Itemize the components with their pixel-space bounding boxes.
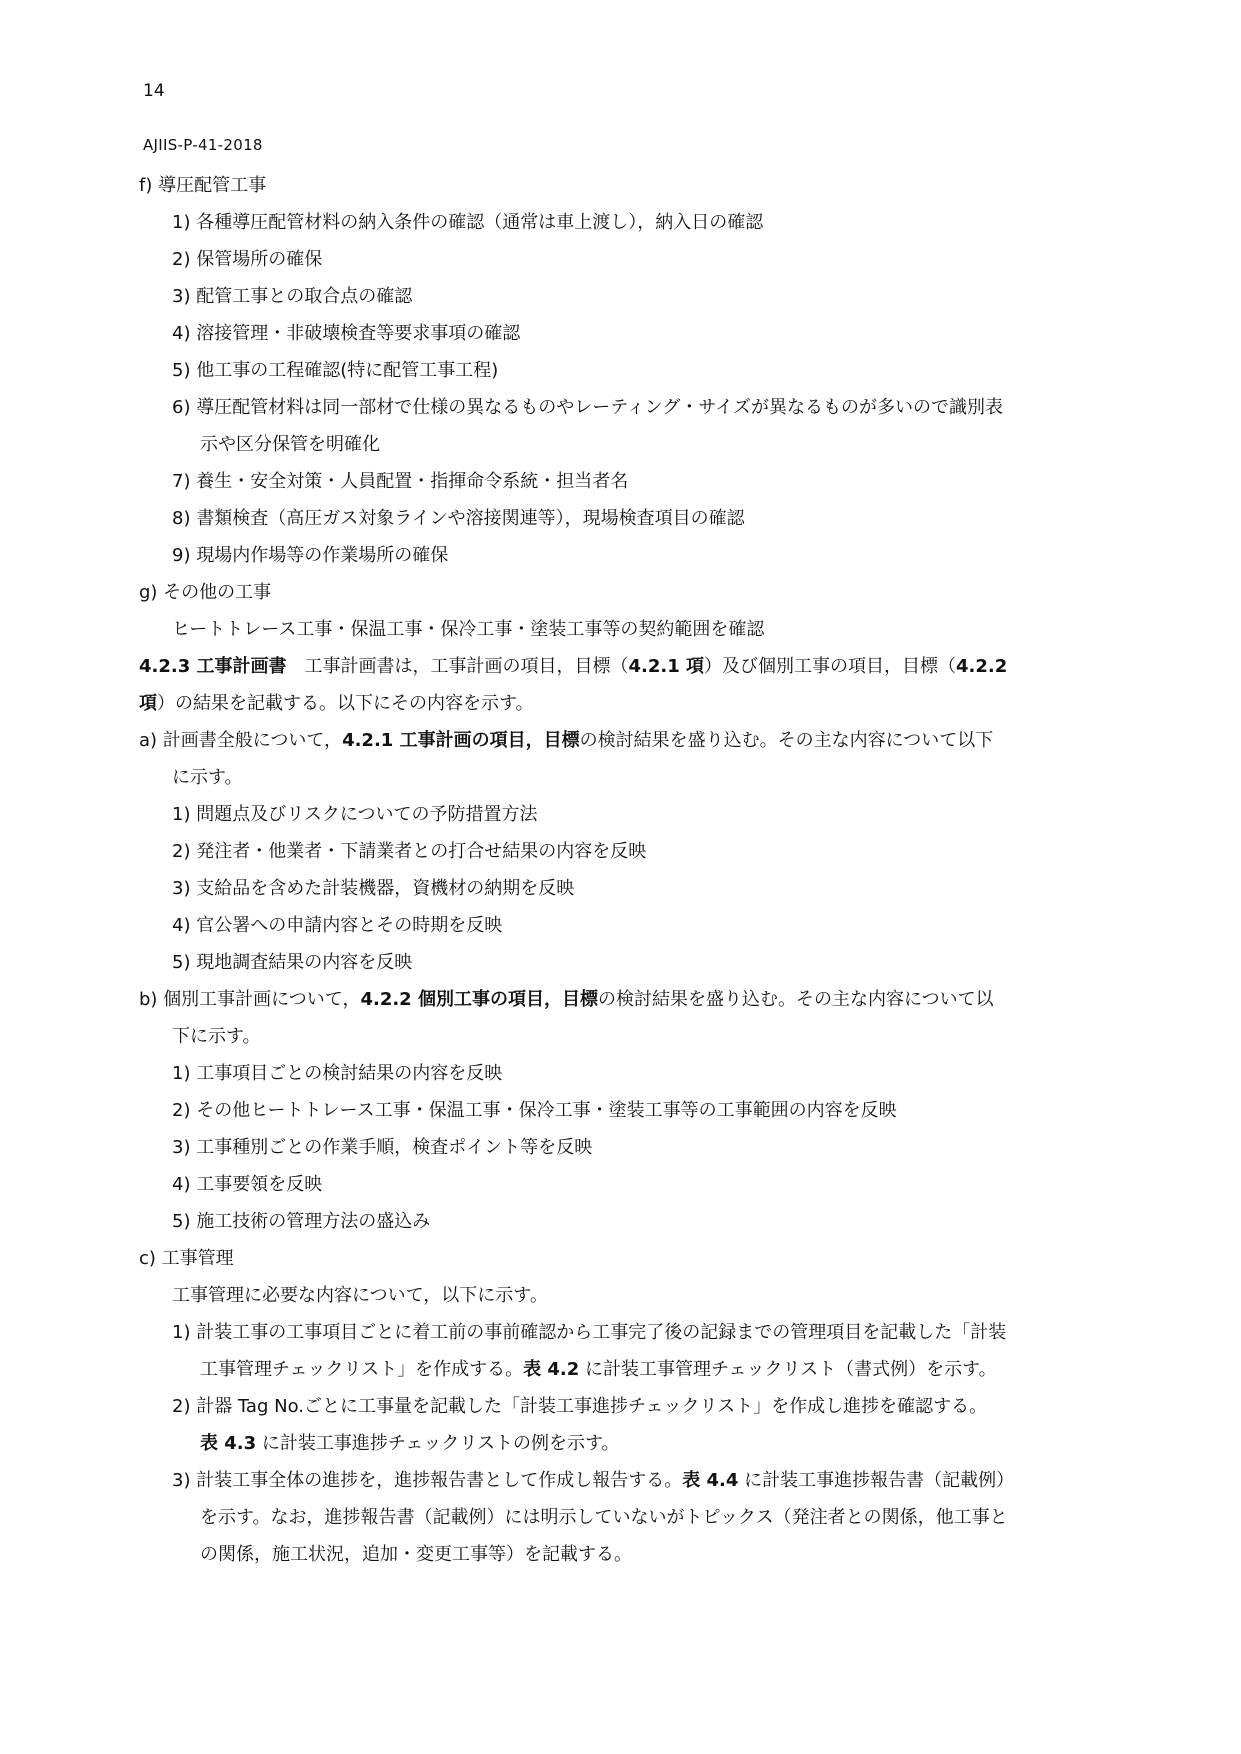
section-g-text: ヒートトレース工事・保温工事・保冷工事・塗装工事等の契約範囲を確認	[172, 619, 765, 640]
list-item-continuation: の関係，施工状況，追加・変更工事等）を記載する。	[200, 1544, 632, 1565]
table-reference: 表 4.4	[682, 1470, 739, 1491]
section-423-title: 4.2.3 工事計画書	[139, 656, 287, 677]
list-item: 4) 官公署への申請内容とその時期を反映	[172, 915, 503, 936]
section-b-lead: b) 個別工事計画について，4.2.2 個別工事の項目，目標の検討結果を盛り込む。その主な内容について以	[139, 989, 994, 1010]
list-item-continuation: 示や区分保管を明確化	[200, 434, 380, 455]
cross-reference: 4.2.2	[956, 656, 1008, 677]
section-a-lead: a) 計画書全般について，4.2.1 工事計画の項目，目標の検討結果を盛り込む。その主な内容について以下	[139, 730, 994, 751]
list-item: 6) 導圧配管材料は同一部材で仕様の異なるものやレーティング・サイズが異なるものが多いので識別表	[172, 397, 1003, 418]
list-item: 7) 養生・安全対策・人員配置・指揮命令系統・担当者名	[172, 471, 629, 492]
list-item: 4) 工事要領を反映	[172, 1174, 323, 1195]
list-item: 5) 現地調査結果の内容を反映	[172, 952, 413, 973]
list-item: 1) 計装工事の工事項目ごとに着工前の事前確認から工事完了後の記録までの管理項目を記載した「計装	[172, 1322, 1007, 1343]
list-item: 2) 計器 Tag No.ごとに工事量を記載した「計装工事進捗チェックリスト」を作成し進捗を確認する。	[172, 1396, 988, 1417]
document-id: AJIIS-P-41-2018	[143, 136, 263, 154]
list-item: 1) 各種導圧配管材料の納入条件の確認（通常は車上渡し），納入日の確認	[172, 212, 764, 233]
section-423-line1: 4.2.3 工事計画書 工事計画書は，工事計画の項目，目標（4.2.1 項）及び個別工事の項目，目標（4.2.2	[139, 656, 1008, 677]
list-item-continuation: 工事管理チェックリスト」を作成する。表 4.2 に計装工事管理チェックリスト（書式例）を示す。	[200, 1359, 997, 1380]
section-423-line2: 項）の結果を記載する。以下にその内容を示す。	[139, 693, 534, 714]
list-item: 2) 保管場所の確保	[172, 249, 323, 270]
list-item: 4) 溶接管理・非破壊検査等要求事項の確認	[172, 323, 521, 344]
list-item: 5) 施工技術の管理方法の盛込み	[172, 1211, 431, 1232]
list-item: 9) 現場内作場等の作業場所の確保	[172, 545, 449, 566]
page-number: 14	[143, 81, 165, 101]
list-item: 1) 問題点及びリスクについての予防措置方法	[172, 804, 538, 825]
section-g-heading: g) その他の工事	[139, 582, 272, 603]
section-a-cont: に示す。	[172, 767, 243, 788]
list-item-continuation: を示す。なお，進捗報告書（記載例）には明示していないがトピックス（発注者との関係，他工事と	[200, 1507, 1008, 1528]
list-item: 1) 工事項目ごとの検討結果の内容を反映	[172, 1063, 503, 1084]
section-c-heading: c) 工事管理	[139, 1248, 234, 1269]
cross-reference: 4.2.1 工事計画の項目，目標	[342, 730, 580, 751]
list-item-continuation: 表 4.3 に計装工事進捗チェックリストの例を示す。	[200, 1433, 620, 1454]
list-item: 3) 配管工事との取合点の確認	[172, 286, 413, 307]
section-f-heading: f) 導圧配管工事	[139, 175, 267, 196]
cross-reference: 4.2.2 個別工事の項目，目標	[360, 989, 598, 1010]
section-c-intro: 工事管理に必要な内容について，以下に示す。	[172, 1285, 548, 1306]
list-item: 2) 発注者・他業者・下請業者との打合せ結果の内容を反映	[172, 841, 647, 862]
list-item: 8) 書類検査（高圧ガス対象ラインや溶接関連等），現場検査項目の確認	[172, 508, 745, 529]
cross-reference: 4.2.1 項	[628, 656, 705, 677]
section-b-cont: 下に示す。	[172, 1026, 261, 1047]
list-item: 3) 計装工事全体の進捗を，進捗報告書として作成し報告する。表 4.4 に計装工事進捗報告書（記載例）	[172, 1470, 1015, 1491]
cross-reference: 項	[139, 693, 157, 714]
list-item: 5) 他工事の工程確認(特に配管工事工程)	[172, 360, 499, 381]
list-item: 2) その他ヒートトレース工事・保温工事・保冷工事・塗装工事等の工事範囲の内容を反映	[172, 1100, 897, 1121]
table-reference: 表 4.2	[523, 1359, 580, 1380]
list-item: 3) 工事種別ごとの作業手順，検査ポイント等を反映	[172, 1137, 593, 1158]
table-reference: 表 4.3	[200, 1433, 257, 1454]
list-item: 3) 支給品を含めた計装機器，資機材の納期を反映	[172, 878, 575, 899]
